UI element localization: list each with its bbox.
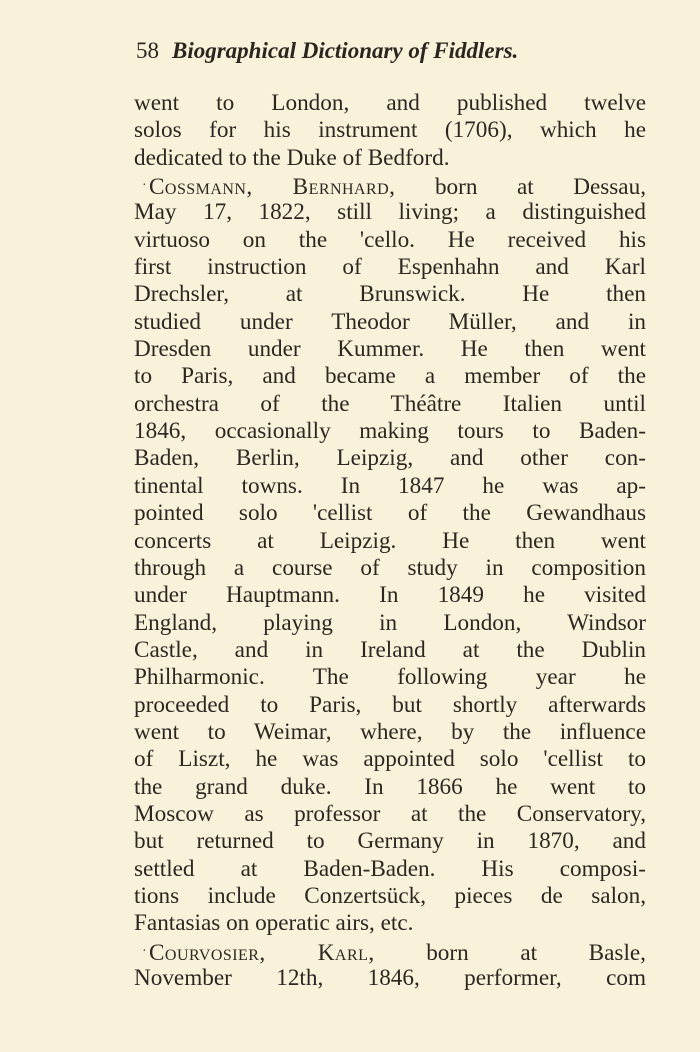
text-line: virtuoso on the 'cello. He received his — [134, 226, 646, 253]
text-line: England, playing in London, Windsor — [134, 609, 646, 636]
text-line: May 17, 1822, still living; a distinguished — [134, 199, 646, 226]
text-line: the grand duke. In 1866 he went to — [134, 773, 646, 800]
text-line: 1846, occasionally making tours to Baden- — [134, 418, 646, 445]
entry-heading-cossmann — [134, 172, 646, 199]
entry-mark: · — [142, 943, 147, 959]
dictionary-text — [134, 90, 646, 992]
text-line: went to London, and published twelve — [134, 90, 646, 116]
text-line: solos for his instrument (1706), which he — [134, 117, 646, 144]
text-line: settled at Baden-Baden. His composi- — [134, 855, 646, 882]
text-line: orchestra of the Théâtre Italien until — [134, 390, 646, 417]
page-header — [136, 34, 656, 68]
entry-mark: · — [142, 178, 147, 194]
text-line: dedicated to the Duke of Bedford. — [134, 144, 450, 171]
entry-name: Cossmann, Bernhard, — [149, 174, 396, 200]
entry-heading-courvosier — [134, 938, 646, 965]
text-line: tions include Conzertsück, pieces de salon, — [134, 882, 646, 909]
entry-name: Courvosier, Karl, — [149, 939, 375, 965]
text-line: Drechsler, at Brunswick. He then — [134, 281, 646, 308]
text-line: studied under Theodor Müller, and in — [134, 308, 646, 335]
text-line: Castle, and in Ireland at the Dublin — [134, 636, 646, 663]
text-line: through a course of study in composition — [134, 554, 646, 581]
text-line: went to Weimar, where, by the influence — [134, 718, 646, 745]
text-line: proceeded to Paris, but shortly afterwards — [134, 691, 646, 718]
text-line: of Liszt, he was appointed solo 'cellist to — [134, 746, 646, 773]
text-line: but returned to Germany in 1870, and — [134, 828, 646, 855]
text-line: November 12th, 1846, performer, com — [134, 965, 646, 991]
text-line: to Paris, and became a member of the — [134, 363, 646, 390]
text-line: Dresden under Kummer. He then went — [134, 336, 646, 363]
text-line: Moscow as professor at the Conservatory, — [134, 800, 646, 827]
text-line: tinental towns. In 1847 he was ap- — [134, 472, 646, 499]
entry-heading-text: born at Dessau, — [395, 174, 646, 200]
text-line: concerts at Leipzig. He then went — [134, 527, 646, 554]
text-line: Fantasias on operatic airs, etc. — [134, 910, 414, 937]
text-line: pointed solo 'cellist of the Gewandhaus — [134, 500, 646, 527]
running-title: Biographical Dictionary of Fiddlers. — [172, 38, 519, 63]
text-line: Baden, Berlin, Leipzig, and other con- — [134, 445, 646, 472]
page-number: 58 — [136, 38, 159, 63]
entry-heading-text: born at Basle, — [374, 939, 646, 965]
text-line: first instruction of Espenhahn and Karl — [134, 254, 646, 281]
text-line: under Hauptmann. In 1849 he visited — [134, 582, 646, 609]
text-line: Philharmonic. The following year he — [134, 664, 646, 691]
